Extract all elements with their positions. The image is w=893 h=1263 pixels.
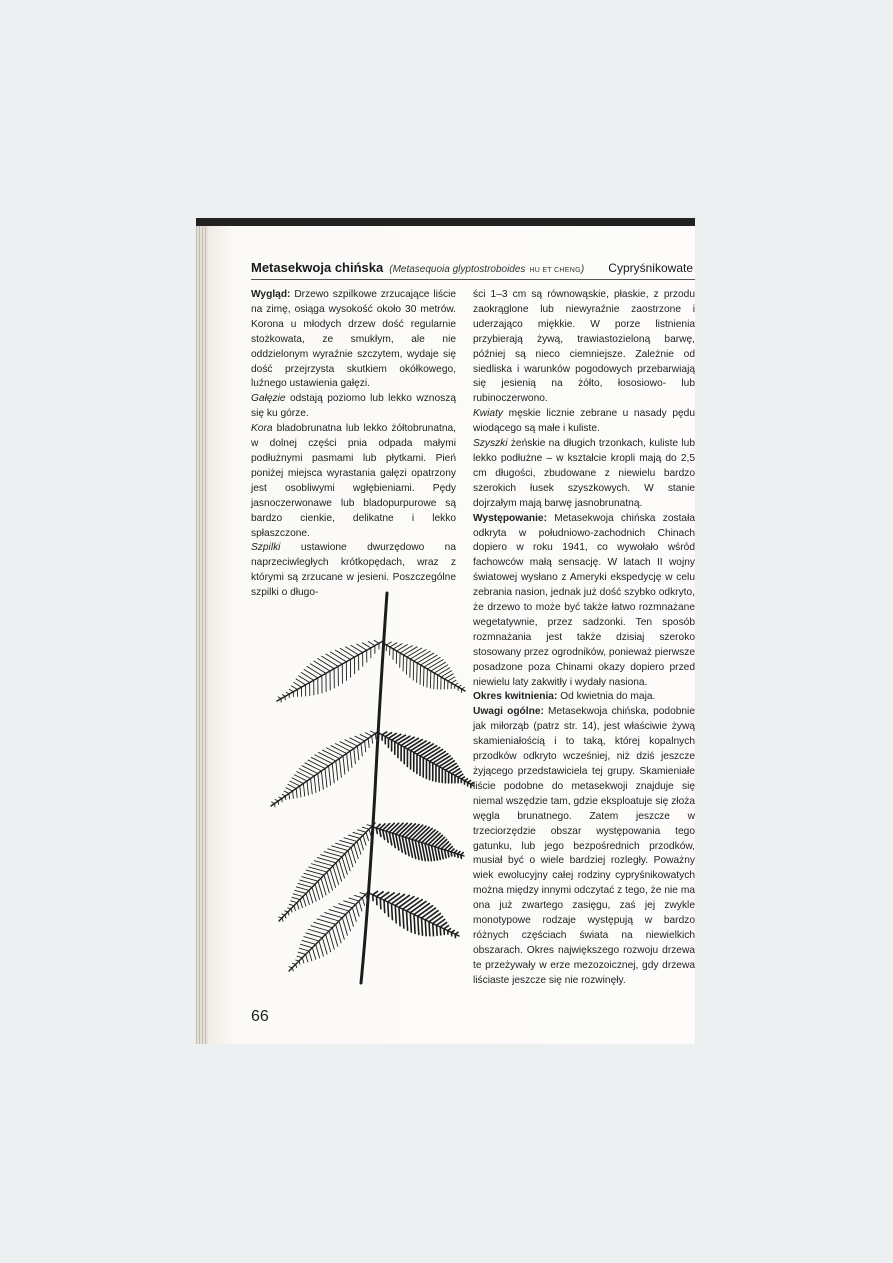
paragraph-occurrence: [473, 512, 695, 691]
text-needles-cont: ści 1–3 cm są równowąskie, płaskie, z przodu zaokrąglone lub niewyraźnie zaostrzone i uderzająco miękkie. W porze listnienia przybierają żywą, trawiastozieloną barwę, później są nieco ciemniejsze. Zależnie od siedliska i warunków pogodowych przebarwiają się jesienią na żółto, łososiowo- lub rubinoczerwono.: [473, 289, 695, 405]
text-flowers: męskie licznie zebrane u nasady pędu wiodącego są małe i kuliste.: [473, 408, 695, 435]
latin-close: ): [580, 264, 585, 275]
text-bark: bladobrunatna lub lekko żółtobrunatna, w dolnej części pnia odpada małymi podłużnymi pasmami lub płytkami. Pień poniżej miejsca wyrastania gałęzi opatrzony jest osobliwymi wgłębieniami. Pędy jasnoczerwonawe lub bladopurpurowe są bardzo cienkie, delikatne i lekko spłaszczone.: [251, 423, 456, 539]
label-occurrence: Występowanie:: [473, 512, 547, 524]
term-needles: Szpilki: [251, 542, 281, 554]
term-bark: Kora: [251, 423, 273, 435]
paragraph-flowering: [473, 690, 695, 705]
page-number: 66: [251, 1008, 269, 1025]
foliage-spray: [383, 642, 465, 692]
label-flowering: Okres kwitnienia:: [473, 691, 558, 703]
text-cones: żeńskie na długich trzonkach, kuliste lub lekko podłużne – w kształcie kropli mają do 2,5 cm długości, zbudowane z niewielu bardzo szerokich łusek szyszkowych. W stanie dojrzałym mają barwę jasnobrunatną.: [473, 438, 695, 509]
text-flowering: Od kwietnia do maja.: [557, 691, 656, 703]
metasequoia-branch-illustration: [269, 591, 474, 985]
text-needles: ustawione dwurzędowo na naprzeciwległych krótkopędach, wraz z którymi są zrzucane w jesieni. Poszczególne szpilki o długo-: [251, 542, 456, 599]
paragraph-branches: [251, 392, 456, 422]
latin-name: (Metasequoia glyptostroboides: [389, 264, 526, 275]
paragraph-appearance: [251, 288, 456, 392]
foliage-spray: [277, 640, 383, 702]
paragraph-cones: [473, 437, 695, 512]
foliage-spray: [379, 732, 474, 788]
text-occurrence: Metasekwoja chińska została odkryta w południowo-zachodnich Chinach dopiero w roku 1941, co wywołało wśród fachowców małą sensację. W latach II wojny światowej wysłano z Ameryki ekspedycję w celu zebrania nasion, jednak już dość szybko odkryto, że drzewo to może być także łatwo rozmnażane wegetatywnie, przez sadzonki. Ten sposób rozmnażania jest także dzisiaj szeroko stosowany przez ogrodników, ponieważ pierwsze posadzone poza Chinami okazy dopiero przed niewielu laty zakwitły i wydały nasiona.: [473, 512, 695, 688]
term-branches: Gałęzie: [251, 393, 286, 405]
family-name: Cypryśnikowate: [608, 261, 693, 275]
right-text-column: [473, 288, 695, 989]
foliage-spray: [271, 731, 379, 807]
page-binding-edge: [196, 226, 208, 1044]
foliage-spray: [373, 823, 464, 861]
page-header: [251, 260, 695, 278]
foliage-spray: [369, 891, 459, 937]
term-cones: Szyszki: [473, 438, 508, 450]
term-flowers: Kwiaty: [473, 408, 504, 420]
label-notes: Uwagi ogólne:: [473, 706, 544, 718]
paragraph-needles-cont: [473, 288, 695, 407]
scanned-book-page: [196, 218, 695, 1044]
paragraph-bark: [251, 422, 456, 541]
text-branches: odstają poziomo lub lekko wznoszą się ku górze.: [251, 393, 456, 420]
header-rule: [251, 279, 695, 280]
text-notes: Metasekwoja chińska, podobnie jak miłorząb (patrz str. 14), jest właściwie żywą skamieniałością i to taką, której kopalnych przodków odkryto wcześniej, niż dziś jeszcze żyjącego przedstawiciela tej grupy. Skamieniałe liście podobne do metasekwoji znajduje się niemal wszędzie tam, gdzie eksploatuje się złoża węgla brunatnego. Zatem jeszcze w trzeciorzędzie obszar występowania tego gatunku, lub jego bezpośrednich przodków, musiał być o wiele bardziej rozległy. Poważny wiek ewolucyjny całej rodziny cypryśnikowatych można między innymi odczytać z tego, że nie ma ona już zwartego zasięgu, zaś jej zwykle monotypowe rodzaje występują w bardzo różnych częściach świata na niewielkich obszarach. Okres największego rozwoju drzewa te przeżywały w erze mezozoicznej, gdy drzewa liściaste jeszcze się nie rozwinęły.: [473, 706, 695, 986]
latin-authority: HU ET CHENG: [529, 267, 581, 274]
text-appearance: Drzewo szpilkowe zrzucające liście na zimę, osiąga wysokość około 30 metrów. Korona u młodych drzew dość regularnie stożkowata, ze smukłym, ale nie oddzielonym wyraźnie szczytem, wydaje się dość przejrzysta skutkiem okółkowego, luźnego ustawienia gałęzi.: [251, 289, 456, 390]
label-appearance: Wygląd:: [251, 289, 291, 300]
paragraph-notes: [473, 705, 695, 988]
left-text-column: [251, 288, 456, 601]
paragraph-flowers: [473, 407, 695, 437]
species-title: Metasekwoja chińska: [251, 260, 384, 275]
